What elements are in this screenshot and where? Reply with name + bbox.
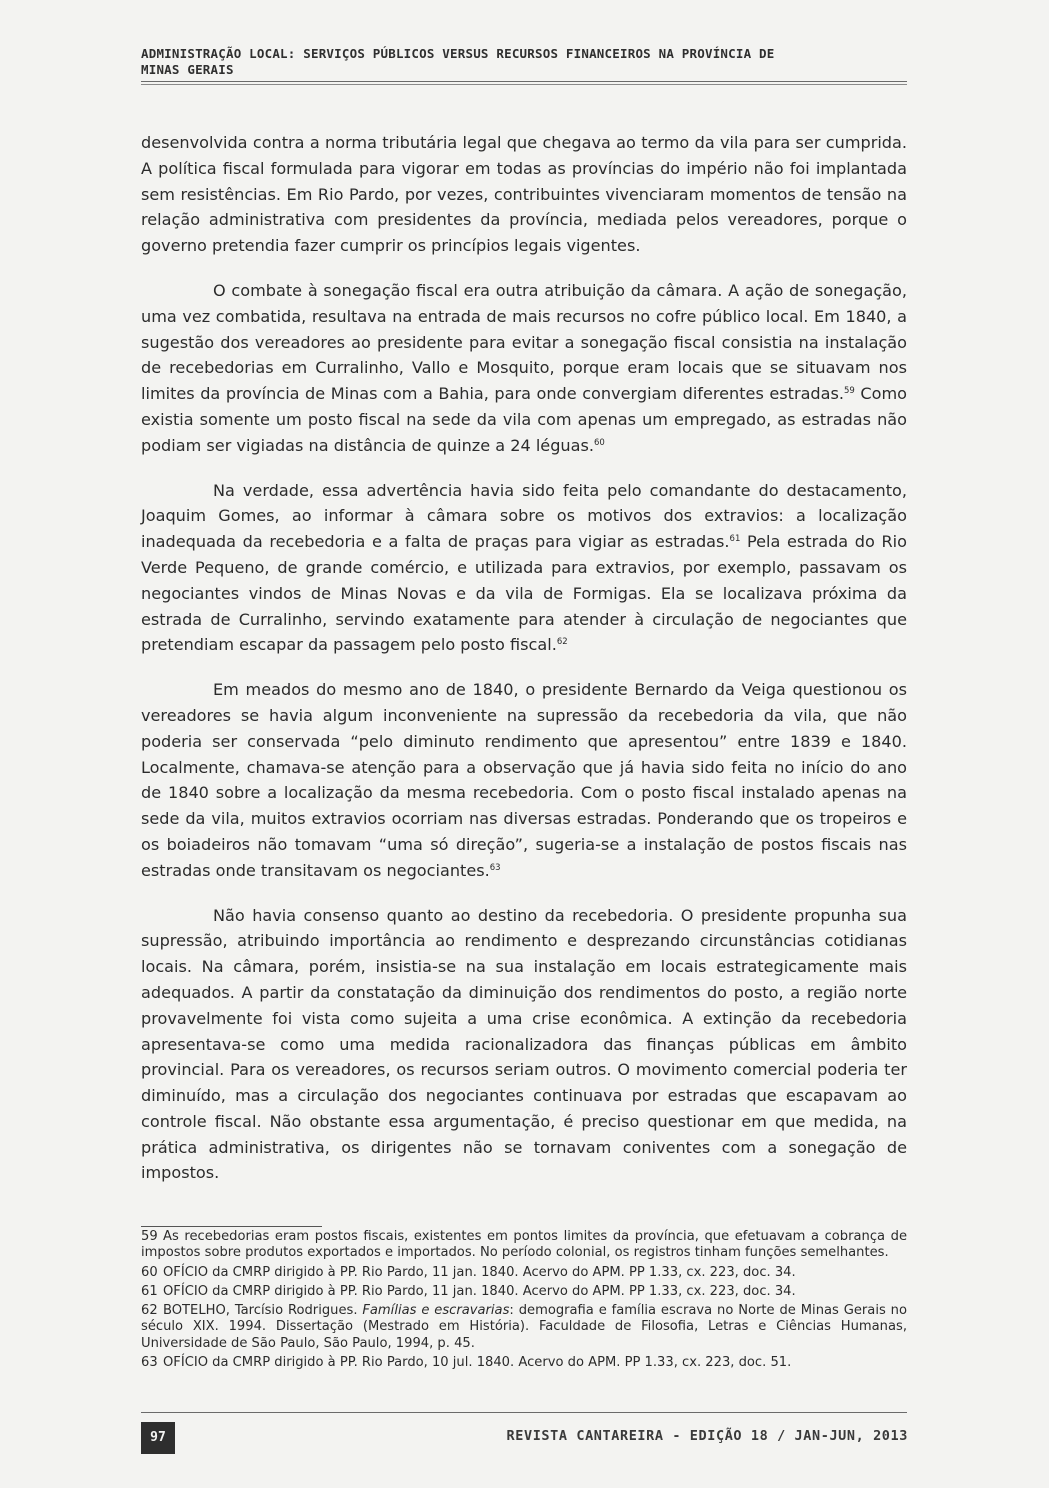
paragraph-4 xyxy=(141,677,907,883)
paragraph-2 xyxy=(141,278,907,459)
footnote-work-title: Famílias e escravarias xyxy=(362,1303,510,1319)
footnote-ref-61[interactable]: 61 xyxy=(729,534,741,545)
paragraph-1: desenvolvida contra a norma tributária legal que chegava ao termo da vila para ser cumprida. A política fiscal formulada para vigorar em todas as províncias do império não foi implantada sem resistências. Em Rio Pardo, por vezes, contribuintes vivenciaram momentos de tensão na relação administrativa com presidentes da província, mediada pelos vereadores, porque o governo pretendia fazer cumprir os princípios legais vigentes. xyxy=(141,133,907,256)
article-body xyxy=(141,130,907,1205)
header-rule-top xyxy=(141,81,907,82)
footnote-ref-59[interactable]: 59 xyxy=(844,386,855,397)
footnote-60 xyxy=(141,1265,907,1281)
paragraph-3-text-a: Na verdade, essa advertência havia sido feita pelo comandante do destacamento, Joaquim Gomes, ao informar à câmara sobre os motivos dos extravios: a localização inadequada da recebedoria e a falta de praças para vigiar as estradas. xyxy=(141,480,907,552)
footnote-text: OFÍCIO da CMRP dirigido à PP. Rio Pardo, 11 jan. 1840. Acervo do APM. PP 1.33, cx. 223, doc. 34. xyxy=(163,1283,796,1299)
paragraph-3-text-b: Pela estrada do Rio Verde Pequeno, de grande comércio, e utilizada para extravios, por exemplo, passavam os negociantes vindos de Minas Novas e da vila de Formigas. Ela se localizava próxima da estrada de Curralinho, servindo exatamente para atender à circulação de negociantes que pretendiam escapar da passagem pelo posto fiscal. xyxy=(141,532,907,655)
paragraph-2-text-a: O combate à sonegação fiscal era outra atribuição da câmara. A ação de sonegação, uma vez combatida, resultava na entrada de mais recursos no cofre público local. Em 1840, a sugestão dos vereadores ao presidente para evitar a sonegação fiscal consistia na instalação de recebedorias em Curralinho, Vallo e Mosquito, porque eram locais que se situavam nos limites da província de Minas com a Bahia, para onde convergiam diferentes estradas. xyxy=(141,280,907,404)
paragraph-5: Não havia consenso quanto ao destino da recebedoria. O presidente propunha sua supressão, atribuindo importância ao rendimento e desprezando circunstâncias cotidianas locais. Na câmara, porém, insistia-se na sua instalação em locais estrategicamente mais adequados. A partir da constatação da diminuição dos rendimentos do posto, a região norte provavelmente foi vista como sujeita a uma crise econômica. A extinção da recebedoria apresentava-se como uma medida racionalizadora das finanças públicas em âmbito provincial. Para os vereadores, os recursos seriam outros. O movimento comercial poderia ter diminuído, mas a circulação dos negociantes continuava por estradas que escapavam ao controle fiscal. Não obstante essa argumentação, é preciso questionar em que medida, na prática administrativa, os dirigentes não se tornavam coniventes com a sonegação de impostos. xyxy=(141,905,907,1183)
footnote-59 xyxy=(141,1229,907,1262)
header-title-line1: ADMINISTRAÇÃO LOCAL: SERVIÇOS PÚBLICOS VERSUS RECURSOS FINANCEIROS NA PROVÍNCIA DE xyxy=(141,46,775,61)
footnote-ref-62[interactable]: 62 xyxy=(556,637,568,648)
footnote-number: 59 xyxy=(141,1229,158,1244)
footnote-author: BOTELHO, Tarcísio Rodrigues. xyxy=(163,1303,363,1319)
footnote-separator xyxy=(141,1226,322,1227)
footnote-number: 63 xyxy=(141,1355,158,1371)
running-header xyxy=(141,46,907,85)
footnote-number: 62 xyxy=(141,1303,158,1319)
footnote-61 xyxy=(141,1284,907,1300)
footnote-ref-63[interactable]: 63 xyxy=(489,862,501,873)
journal-edition: REVISTA CANTAREIRA - EDIÇÃO 18 / JAN-JUN, 2013 xyxy=(506,1428,908,1444)
footnote-text: As recebedorias eram postos fiscais, existentes em pontos limites da província, que efetuavam a cobrança de impostos sobre produtos exportados e importados. No período colonial, os registros tinham funções semelhantes. xyxy=(141,1229,907,1261)
footnote-text: OFÍCIO da CMRP dirigido à PP. Rio Pardo, 11 jan. 1840. Acervo do APM. PP 1.33, cx. 223, doc. 34. xyxy=(163,1264,796,1280)
footnote-number: 60 xyxy=(141,1264,158,1280)
footnote-ref-60[interactable]: 60 xyxy=(593,437,605,448)
header-title-line2: MINAS GERAIS xyxy=(141,62,234,77)
footnote-number: 61 xyxy=(141,1283,158,1299)
paragraph-3 xyxy=(141,478,907,659)
footnotes xyxy=(141,1229,907,1374)
footer-rule xyxy=(141,1412,907,1413)
header-rule-bottom xyxy=(141,84,907,85)
footnote-text: : demografia e família escrava no Norte de Minas Gerais no século XIX. 1994. Dissertação (Mestrado em História). Faculdade de Filosofia, Letras e Ciências Humanas, Universidade de São Paulo, São Paulo, 1994, p. 45. xyxy=(141,1303,907,1351)
page-number: 97 xyxy=(141,1422,175,1454)
paragraph-2-text-b: Como existia somente um posto fiscal na sede da vila com apenas um empregado, as estradas não podiam ser vigiadas na distância de quinze a 24 léguas. xyxy=(141,384,907,455)
paragraph-4-text-a: Em meados do mesmo ano de 1840, o presidente Bernardo da Veiga questionou os vereadores se havia algum inconveniente na supressão da recebedoria da vila, que não poderia ser conservada “pelo diminuto rendimento que apresentou” entre 1839 e 1840. Localmente, chamava-se atenção para a observação que já havia sido feita no início do ano de 1840 sobre a localização da mesma recebedoria. Com o posto fiscal instalado apenas na sede da vila, muitos extravios ocorriam nas diversas estradas. Ponderando que os tropeiros e os boiadeiros não tomavam “uma só direção”, sugeria-se a instalação de postos fiscais nas estradas onde transitavam os negociantes. xyxy=(141,680,907,880)
footnote-63 xyxy=(141,1355,907,1371)
footnote-text: OFÍCIO da CMRP dirigido à PP. Rio Pardo, 10 jul. 1840. Acervo do APM. PP 1.33, cx. 223, doc. 51. xyxy=(163,1355,792,1371)
footnote-62 xyxy=(141,1303,907,1352)
